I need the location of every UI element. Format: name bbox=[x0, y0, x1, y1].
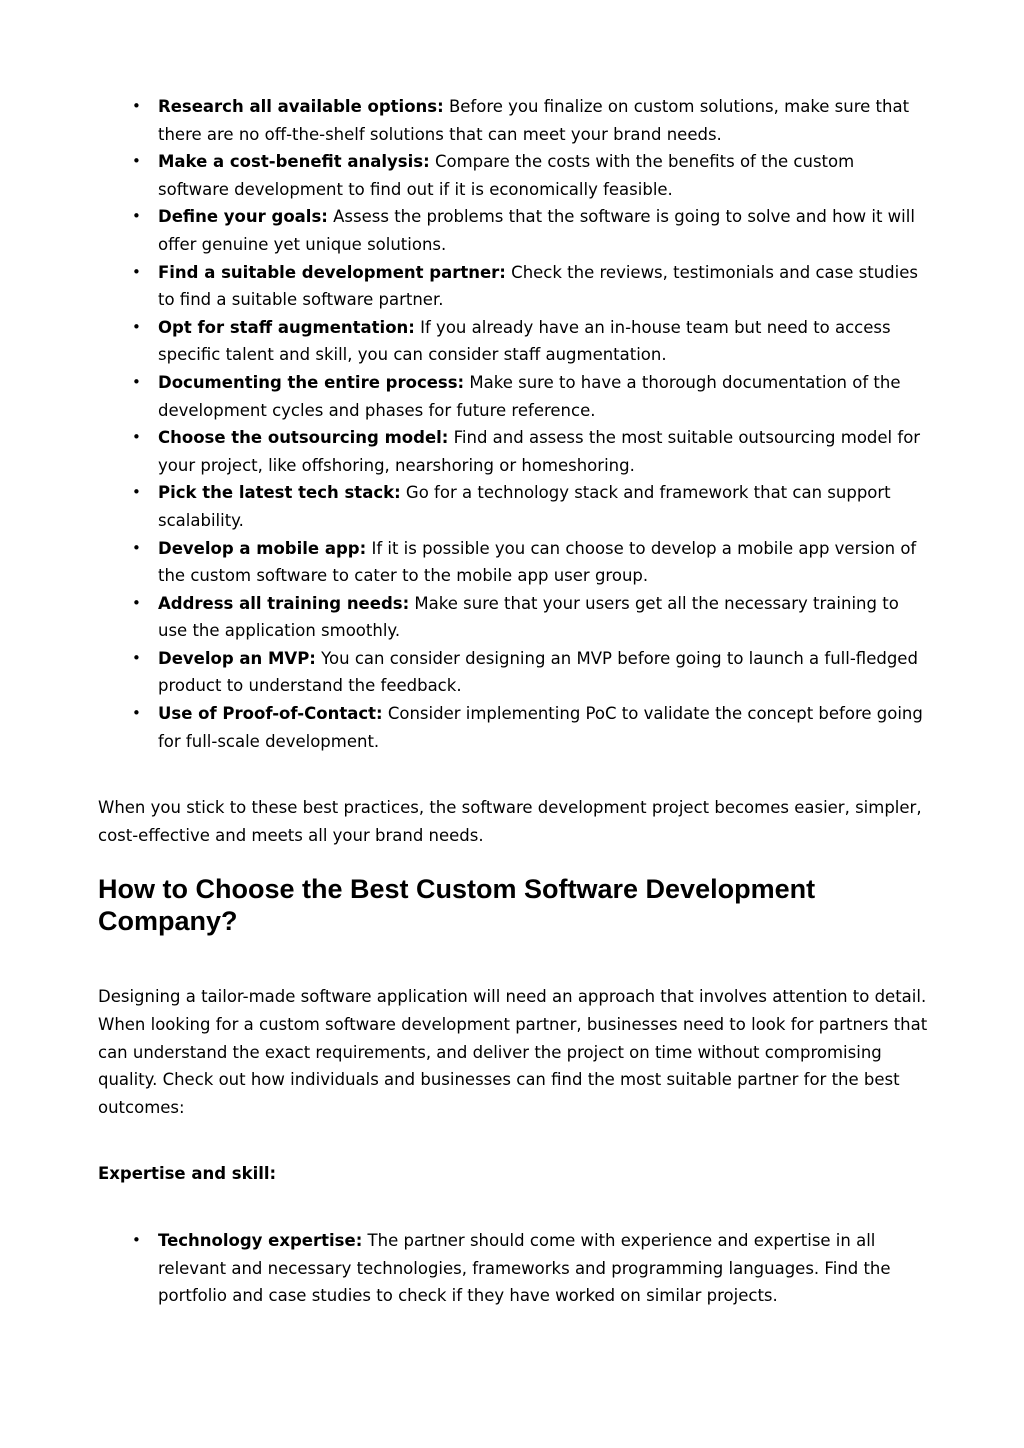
bullet-icon: • bbox=[132, 593, 141, 612]
list-item bbox=[98, 93, 928, 148]
list-item-text: Assess the problems that the software is going to solve and how it will offer genuine yet unique solutions. bbox=[158, 207, 915, 254]
list-item bbox=[98, 424, 928, 479]
list-item-term: Research all available options: bbox=[158, 97, 444, 116]
bullet-icon: • bbox=[132, 262, 141, 281]
list-item bbox=[98, 645, 928, 700]
bullet-icon: • bbox=[132, 372, 141, 391]
list-item-text: Check the reviews, testimonials and case studies to find a suitable software partner. bbox=[158, 262, 918, 310]
list-item bbox=[98, 590, 928, 645]
list-item-text: Go for a technology stack and framework that can support scalability. bbox=[158, 483, 891, 530]
bullet-icon: • bbox=[132, 648, 141, 667]
list-item bbox=[98, 203, 928, 258]
bullet-icon: • bbox=[132, 428, 141, 447]
list-item bbox=[98, 535, 928, 590]
list-item bbox=[98, 259, 928, 314]
summary-paragraph: When you stick to these best practices, the software development project becomes easier, simpler, cost-effective and meets all your brand needs. bbox=[98, 798, 922, 845]
list-item-term: Address all training needs: bbox=[158, 593, 410, 613]
list-item-term: Opt for staff augmentation: bbox=[158, 317, 415, 337]
list-item-term: Pick the latest tech stack: bbox=[158, 483, 401, 503]
list-item bbox=[98, 369, 928, 424]
list-item-term: Define your goals: bbox=[158, 207, 328, 227]
section-heading: How to Choose the Best Custom Software Development Company? bbox=[98, 874, 816, 937]
list-item-term: Develop an MVP: bbox=[158, 648, 316, 668]
list-item bbox=[98, 148, 928, 203]
list-item bbox=[98, 700, 928, 755]
bullet-icon: • bbox=[132, 1231, 141, 1249]
list-item-term: Technology expertise: bbox=[158, 1231, 363, 1250]
list-item bbox=[98, 1227, 928, 1310]
list-item-text: The partner should come with experience and expertise in all relevant and necessary technologies, frameworks and programming languages. Find the portfolio and case studies to check if they have worked on similar projects. bbox=[158, 1231, 891, 1306]
bullet-icon: • bbox=[132, 538, 141, 557]
list-item-term: Documenting the entire process: bbox=[158, 372, 465, 392]
list-item-text: Before you finalize on custom solutions, make sure that there are no off-the-shelf solutions that can meet your brand needs. bbox=[158, 97, 910, 144]
bullet-icon: • bbox=[132, 207, 141, 226]
list-item-text: Compare the costs with the benefits of the custom software development to find out if it is economically feasible. bbox=[158, 152, 855, 199]
list-item-text: You can consider designing an MVP before going to launch a full-fledged product to understand the feedback. bbox=[158, 648, 918, 696]
list-item-term: Use of Proof-of-Contact: bbox=[158, 704, 383, 724]
best-practices-list bbox=[98, 93, 928, 755]
list-item-term: Develop a mobile app: bbox=[158, 538, 367, 558]
expertise-list bbox=[98, 1227, 928, 1310]
list-item-text: Find and assess the most suitable outsourcing model for your project, like offshoring, nearshoring or homeshoring. bbox=[158, 428, 921, 475]
list-item-text: If it is possible you can choose to develop a mobile app version of the custom software to cater to the mobile app user group. bbox=[158, 538, 917, 586]
list-item-text: Make sure to have a thorough documentation of the development cycles and phases for future reference. bbox=[158, 372, 901, 420]
list-item-term: Make a cost-benefit analysis: bbox=[158, 152, 430, 172]
bullet-icon: • bbox=[132, 152, 141, 171]
list-item-term: Find a suitable development partner: bbox=[158, 262, 506, 282]
bullet-icon: • bbox=[132, 317, 141, 336]
bullet-icon: • bbox=[132, 483, 141, 502]
intro-paragraph: Designing a tailor-made software application will need an approach that involves attention to detail. When looking for a custom software development partner, businesses need to look for partners that can understand the exact requirements, and deliver the project on time without compromising quality. Check out how individuals and businesses can find the most suitable partner for the best outcomes: bbox=[98, 987, 928, 1117]
bullet-icon: • bbox=[132, 704, 141, 723]
list-item-text: Make sure that your users get all the necessary training to use the application smoothly. bbox=[158, 593, 899, 641]
list-item-text: Consider implementing PoC to validate the concept before going for full-scale development. bbox=[158, 704, 923, 751]
list-item bbox=[98, 479, 928, 534]
bullet-icon: • bbox=[132, 97, 141, 115]
list-item-term: Choose the outsourcing model: bbox=[158, 428, 449, 448]
list-item bbox=[98, 314, 928, 369]
subheading-expertise: Expertise and skill: bbox=[98, 1164, 277, 1184]
list-item-text: If you already have an in-house team but need to access specific talent and skill, you can consider staff augmentation. bbox=[158, 317, 891, 365]
document-page bbox=[98, 93, 928, 1310]
